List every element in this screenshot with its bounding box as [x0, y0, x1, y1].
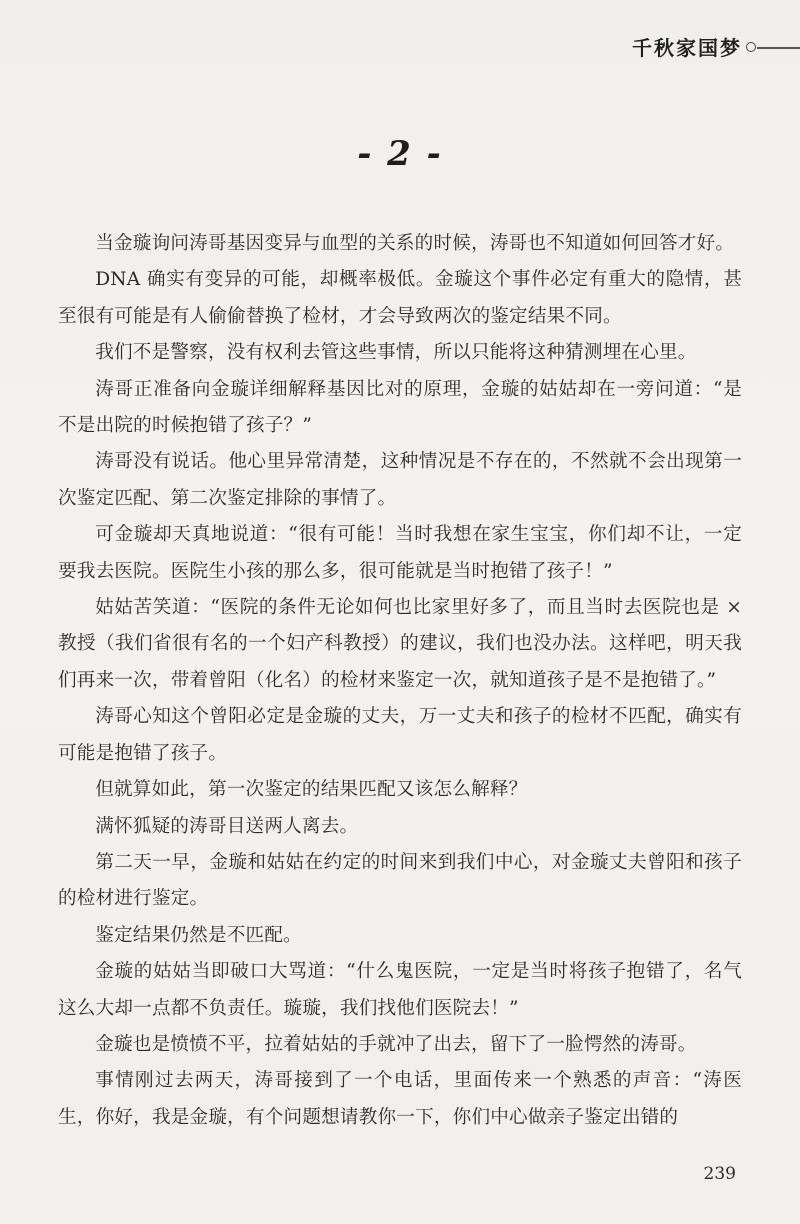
running-header [440, 28, 800, 64]
paragraph: 但就算如此，第一次鉴定的结果匹配又该怎么解释？ [95, 779, 528, 801]
page-number: 239 [703, 1164, 736, 1184]
paragraph: 鉴定结果仍然是不匹配。 [95, 924, 302, 946]
paragraph: 可金璇却天真地说道：“很有可能！当时我想在家生宝宝，你们却不让，一定要我去医院。医院生小孩的那么多，很可能就是当时抱错了孩子！” [58, 524, 742, 582]
paragraph: 金璇也是愤愤不平，拉着姑姑的手就冲了出去，留下了一脸愕然的涛哥。 [95, 1033, 697, 1055]
header-ornament-line [757, 47, 800, 49]
paragraph: 涛哥正准备向金璇详细解释基因比对的原理，金璇的姑姑却在一旁问道：“是不是出院的时候抱错了孩子？” [58, 378, 742, 437]
paragraph: DNA 确实有变异的可能，却概率极低。金璇这个事件必定有重大的隐情，甚至很有可能是有人偷偷替换了检材，才会导致两次的鉴定结果不同。 [58, 269, 742, 327]
paragraph: 姑姑苦笑道：“医院的条件无论如何也比家里好多了，而且当时去医院也是 × 教授（我们省很有名的一个妇产科教授）的建议，我们也没办法。这样吧，明天我们再来一次，带着曾阳（化名）的检材来鉴定一次，就知道孩子是不是抱错了。” [58, 597, 742, 691]
paragraph: 金璇的姑姑当即破口大骂道：“什么鬼医院，一定是当时将孩子抱错了，名气这么大却一点都不负责任。璇璇，我们找他们医院去！” [58, 961, 742, 1019]
paragraph: 事情刚过去两天，涛哥接到了一个电话，里面传来一个熟悉的声音：“涛医生，你好，我是金璇，有个问题想请教你一下，你们中心做亲子鉴定出错的 [58, 1070, 742, 1128]
paragraph: 满怀狐疑的涛哥目送两人离去。 [95, 815, 359, 837]
body-text [58, 226, 742, 1136]
book-title: 千秋家国梦 [632, 36, 742, 60]
paragraph: 涛哥没有说话。他心里异常清楚，这种情况是不存在的，不然就不会出现第一次鉴定匹配、第二次鉴定排除的事情了。 [58, 451, 742, 509]
paragraph: 我们不是警察，没有权利去管这些事情，所以只能将这种猜测埋在心里。 [95, 342, 697, 364]
paragraph: 第二天一早，金璇和姑姑在约定的时间来到我们中心，对金璇丈夫曾阳和孩子的检材进行鉴定。 [58, 851, 742, 910]
paragraph: 当金璇询问涛哥基因变异与血型的关系的时候，涛哥也不知道如何回答才好。 [95, 233, 735, 254]
paragraph: 涛哥心知这个曾阳必定是金璇的丈夫，万一丈夫和孩子的检材不匹配，确实有可能是抱错了孩子。 [58, 706, 742, 764]
chapter-number: - 2 - [357, 134, 443, 174]
header-ornament-circle-icon [746, 42, 756, 52]
